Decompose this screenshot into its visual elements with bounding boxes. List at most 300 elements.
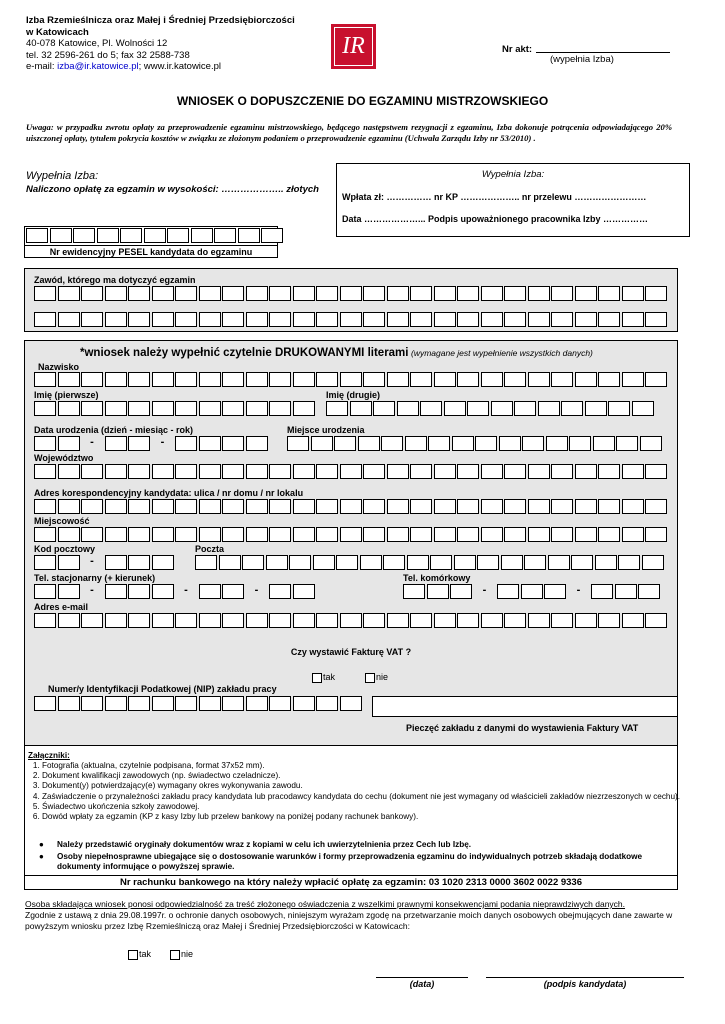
input-cell[interactable] xyxy=(575,286,597,301)
input-cell[interactable] xyxy=(293,464,315,479)
input-cell[interactable] xyxy=(316,527,338,542)
input-cell[interactable] xyxy=(128,613,150,628)
input-cell[interactable] xyxy=(638,584,660,599)
birth-place-cells[interactable] xyxy=(287,436,663,451)
input-cell[interactable] xyxy=(645,464,667,479)
input-cell[interactable] xyxy=(551,527,573,542)
fee-text[interactable]: Naliczono opłatę za egzamin w wysokości: ……………….. złotych xyxy=(26,184,319,195)
input-cell[interactable] xyxy=(561,401,583,416)
input-cell[interactable] xyxy=(175,613,197,628)
input-cell[interactable] xyxy=(618,555,640,570)
input-cell[interactable] xyxy=(34,372,56,387)
input-cell[interactable] xyxy=(81,286,103,301)
input-cell[interactable] xyxy=(575,372,597,387)
input-cell[interactable] xyxy=(571,555,593,570)
input-cell[interactable] xyxy=(340,613,362,628)
input-cell[interactable] xyxy=(457,286,479,301)
input-cell[interactable] xyxy=(289,555,311,570)
input-cell[interactable] xyxy=(340,312,362,327)
input-cell[interactable] xyxy=(544,584,566,599)
input-cell[interactable] xyxy=(269,312,291,327)
input-cell[interactable] xyxy=(269,401,291,416)
input-cell[interactable] xyxy=(640,436,662,451)
profession-row-2[interactable] xyxy=(34,312,669,327)
input-cell[interactable] xyxy=(50,228,72,243)
input-cell[interactable] xyxy=(222,696,244,711)
input-cell[interactable] xyxy=(199,613,221,628)
input-cell[interactable] xyxy=(363,312,385,327)
input-cell[interactable] xyxy=(481,464,503,479)
input-cell[interactable] xyxy=(293,312,315,327)
input-cell[interactable] xyxy=(199,312,221,327)
input-cell[interactable] xyxy=(350,401,372,416)
input-cell[interactable] xyxy=(222,401,244,416)
input-cell[interactable] xyxy=(105,584,127,599)
consent-yes[interactable] xyxy=(128,949,151,960)
email-link[interactable]: izba@ir.katowice.pl xyxy=(57,61,139,72)
input-cell[interactable] xyxy=(622,527,644,542)
input-cell[interactable] xyxy=(128,286,150,301)
input-cell[interactable] xyxy=(81,464,103,479)
input-cell[interactable] xyxy=(144,228,166,243)
input-cell[interactable] xyxy=(528,464,550,479)
input-cell[interactable] xyxy=(269,464,291,479)
voivodeship-cells[interactable] xyxy=(34,464,669,479)
input-cell[interactable] xyxy=(407,555,429,570)
input-cell[interactable] xyxy=(246,372,268,387)
input-cell[interactable] xyxy=(246,527,268,542)
input-cell[interactable] xyxy=(387,613,409,628)
input-cell[interactable] xyxy=(645,499,667,514)
input-cell[interactable] xyxy=(548,555,570,570)
input-cell[interactable] xyxy=(340,464,362,479)
input-cell[interactable] xyxy=(128,499,150,514)
input-cell[interactable] xyxy=(360,555,382,570)
input-cell[interactable] xyxy=(34,464,56,479)
input-cell[interactable] xyxy=(595,555,617,570)
input-cell[interactable] xyxy=(238,228,260,243)
input-cell[interactable] xyxy=(551,464,573,479)
input-cell[interactable] xyxy=(491,401,513,416)
input-cell[interactable] xyxy=(598,499,620,514)
input-cell[interactable] xyxy=(481,372,503,387)
input-cell[interactable] xyxy=(199,464,221,479)
first-name-cells[interactable] xyxy=(34,401,316,416)
input-cell[interactable] xyxy=(387,499,409,514)
date-line[interactable] xyxy=(376,977,468,978)
input-cell[interactable] xyxy=(26,228,48,243)
input-cell[interactable] xyxy=(105,286,127,301)
input-cell[interactable] xyxy=(105,499,127,514)
input-cell[interactable] xyxy=(269,613,291,628)
input-cell[interactable] xyxy=(622,464,644,479)
input-cell[interactable] xyxy=(199,499,221,514)
input-cell[interactable] xyxy=(521,584,543,599)
input-cell[interactable] xyxy=(58,436,80,451)
input-cell[interactable] xyxy=(481,286,503,301)
input-cell[interactable] xyxy=(387,464,409,479)
landline-cells[interactable] xyxy=(34,584,316,599)
input-cell[interactable] xyxy=(504,499,526,514)
input-cell[interactable] xyxy=(246,464,268,479)
input-cell[interactable] xyxy=(434,372,456,387)
vat-no[interactable] xyxy=(365,672,388,683)
input-cell[interactable] xyxy=(81,312,103,327)
input-cell[interactable] xyxy=(598,286,620,301)
input-cell[interactable] xyxy=(152,584,174,599)
input-cell[interactable] xyxy=(175,312,197,327)
input-cell[interactable] xyxy=(457,527,479,542)
input-cell[interactable] xyxy=(287,436,309,451)
input-cell[interactable] xyxy=(457,312,479,327)
input-cell[interactable] xyxy=(58,312,80,327)
input-cell[interactable] xyxy=(152,555,174,570)
input-cell[interactable] xyxy=(454,555,476,570)
input-cell[interactable] xyxy=(546,436,568,451)
input-cell[interactable] xyxy=(73,228,95,243)
input-cell[interactable] xyxy=(58,613,80,628)
input-cell[interactable] xyxy=(575,527,597,542)
input-cell[interactable] xyxy=(152,312,174,327)
input-cell[interactable] xyxy=(199,527,221,542)
input-cell[interactable] xyxy=(58,372,80,387)
input-cell[interactable] xyxy=(269,372,291,387)
input-cell[interactable] xyxy=(191,228,213,243)
office-date-line[interactable]: Data ………………... Podpis upoważnionego pracownika Izby …………… xyxy=(342,214,649,224)
input-cell[interactable] xyxy=(363,527,385,542)
input-cell[interactable] xyxy=(434,464,456,479)
input-cell[interactable] xyxy=(34,312,56,327)
input-cell[interactable] xyxy=(457,464,479,479)
input-cell[interactable] xyxy=(598,312,620,327)
input-cell[interactable] xyxy=(58,401,80,416)
input-cell[interactable] xyxy=(269,527,291,542)
input-cell[interactable] xyxy=(598,613,620,628)
input-cell[interactable] xyxy=(81,401,103,416)
input-cell[interactable] xyxy=(410,464,432,479)
input-cell[interactable] xyxy=(363,464,385,479)
input-cell[interactable] xyxy=(105,312,127,327)
input-cell[interactable] xyxy=(340,372,362,387)
input-cell[interactable] xyxy=(410,499,432,514)
input-cell[interactable] xyxy=(551,499,573,514)
input-cell[interactable] xyxy=(152,372,174,387)
input-cell[interactable] xyxy=(334,436,356,451)
input-cell[interactable] xyxy=(152,527,174,542)
input-cell[interactable] xyxy=(645,613,667,628)
input-cell[interactable] xyxy=(363,372,385,387)
input-cell[interactable] xyxy=(175,499,197,514)
input-cell[interactable] xyxy=(58,696,80,711)
input-cell[interactable] xyxy=(585,401,607,416)
input-cell[interactable] xyxy=(246,312,268,327)
input-cell[interactable] xyxy=(105,696,127,711)
input-cell[interactable] xyxy=(58,584,80,599)
input-cell[interactable] xyxy=(430,555,452,570)
input-cell[interactable] xyxy=(81,527,103,542)
address-cells[interactable] xyxy=(34,499,669,514)
input-cell[interactable] xyxy=(58,286,80,301)
input-cell[interactable] xyxy=(269,584,291,599)
vat-no-checkbox[interactable] xyxy=(365,673,375,683)
input-cell[interactable] xyxy=(340,696,362,711)
input-cell[interactable] xyxy=(428,436,450,451)
input-cell[interactable] xyxy=(551,613,573,628)
input-cell[interactable] xyxy=(175,696,197,711)
input-cell[interactable] xyxy=(81,696,103,711)
input-cell[interactable] xyxy=(598,527,620,542)
input-cell[interactable] xyxy=(293,499,315,514)
pesel-cells[interactable] xyxy=(26,228,285,243)
input-cell[interactable] xyxy=(58,527,80,542)
input-cell[interactable] xyxy=(504,613,526,628)
input-cell[interactable] xyxy=(34,401,56,416)
input-cell[interactable] xyxy=(105,436,127,451)
input-cell[interactable] xyxy=(222,499,244,514)
input-cell[interactable] xyxy=(316,613,338,628)
input-cell[interactable] xyxy=(410,312,432,327)
input-cell[interactable] xyxy=(128,696,150,711)
input-cell[interactable] xyxy=(269,286,291,301)
input-cell[interactable] xyxy=(222,436,244,451)
input-cell[interactable] xyxy=(501,555,523,570)
input-cell[interactable] xyxy=(222,312,244,327)
input-cell[interactable] xyxy=(457,372,479,387)
input-cell[interactable] xyxy=(477,555,499,570)
input-cell[interactable] xyxy=(246,613,268,628)
input-cell[interactable] xyxy=(615,584,637,599)
input-cell[interactable] xyxy=(373,401,395,416)
input-cell[interactable] xyxy=(152,696,174,711)
input-cell[interactable] xyxy=(167,228,189,243)
input-cell[interactable] xyxy=(128,312,150,327)
input-cell[interactable] xyxy=(481,613,503,628)
input-cell[interactable] xyxy=(175,464,197,479)
input-cell[interactable] xyxy=(575,312,597,327)
vat-yes-checkbox[interactable] xyxy=(312,673,322,683)
input-cell[interactable] xyxy=(598,372,620,387)
input-cell[interactable] xyxy=(504,286,526,301)
input-cell[interactable] xyxy=(522,436,544,451)
input-cell[interactable] xyxy=(608,401,630,416)
input-cell[interactable] xyxy=(524,555,546,570)
input-cell[interactable] xyxy=(199,436,221,451)
input-cell[interactable] xyxy=(434,286,456,301)
input-cell[interactable] xyxy=(316,499,338,514)
input-cell[interactable] xyxy=(457,499,479,514)
input-cell[interactable] xyxy=(293,613,315,628)
input-cell[interactable] xyxy=(175,527,197,542)
input-cell[interactable] xyxy=(81,372,103,387)
input-cell[interactable] xyxy=(336,555,358,570)
input-cell[interactable] xyxy=(199,696,221,711)
input-cell[interactable] xyxy=(128,555,150,570)
input-cell[interactable] xyxy=(246,696,268,711)
input-cell[interactable] xyxy=(551,372,573,387)
input-cell[interactable] xyxy=(504,312,526,327)
input-cell[interactable] xyxy=(528,312,550,327)
input-cell[interactable] xyxy=(410,527,432,542)
input-cell[interactable] xyxy=(34,527,56,542)
input-cell[interactable] xyxy=(452,436,474,451)
input-cell[interactable] xyxy=(293,286,315,301)
input-cell[interactable] xyxy=(293,527,315,542)
input-cell[interactable] xyxy=(128,372,150,387)
input-cell[interactable] xyxy=(504,527,526,542)
input-cell[interactable] xyxy=(316,696,338,711)
input-cell[interactable] xyxy=(199,372,221,387)
office-payment-line[interactable]: Wpłata zł: …………… nr KP ……………….. nr przelewu …………………… xyxy=(342,192,647,202)
input-cell[interactable] xyxy=(222,584,244,599)
post-office-cells[interactable] xyxy=(195,555,665,570)
input-cell[interactable] xyxy=(152,286,174,301)
input-cell[interactable] xyxy=(313,555,335,570)
second-name-cells[interactable] xyxy=(326,401,655,416)
input-cell[interactable] xyxy=(266,555,288,570)
signature-line[interactable] xyxy=(486,977,684,978)
input-cell[interactable] xyxy=(128,401,150,416)
input-cell[interactable] xyxy=(622,499,644,514)
input-cell[interactable] xyxy=(622,372,644,387)
input-cell[interactable] xyxy=(622,286,644,301)
input-cell[interactable] xyxy=(642,555,664,570)
consent-yes-checkbox[interactable] xyxy=(128,950,138,960)
input-cell[interactable] xyxy=(387,312,409,327)
consent-no-checkbox[interactable] xyxy=(170,950,180,960)
input-cell[interactable] xyxy=(58,555,80,570)
input-cell[interactable] xyxy=(316,464,338,479)
input-cell[interactable] xyxy=(481,527,503,542)
input-cell[interactable] xyxy=(340,286,362,301)
surname-cells[interactable] xyxy=(34,372,669,387)
input-cell[interactable] xyxy=(504,372,526,387)
input-cell[interactable] xyxy=(316,372,338,387)
birth-date-cells[interactable] xyxy=(34,436,269,451)
input-cell[interactable] xyxy=(340,499,362,514)
input-cell[interactable] xyxy=(261,228,283,243)
input-cell[interactable] xyxy=(410,286,432,301)
input-cell[interactable] xyxy=(199,584,221,599)
input-cell[interactable] xyxy=(195,555,217,570)
input-cell[interactable] xyxy=(358,436,380,451)
input-cell[interactable] xyxy=(481,312,503,327)
email-cells[interactable] xyxy=(34,613,669,628)
input-cell[interactable] xyxy=(246,499,268,514)
input-cell[interactable] xyxy=(293,696,315,711)
input-cell[interactable] xyxy=(175,372,197,387)
input-cell[interactable] xyxy=(591,584,613,599)
nip-cells[interactable] xyxy=(34,696,363,711)
input-cell[interactable] xyxy=(475,436,497,451)
input-cell[interactable] xyxy=(575,499,597,514)
input-cell[interactable] xyxy=(58,464,80,479)
consent-no[interactable] xyxy=(170,949,193,960)
input-cell[interactable] xyxy=(222,527,244,542)
input-cell[interactable] xyxy=(246,401,268,416)
input-cell[interactable] xyxy=(128,436,150,451)
input-cell[interactable] xyxy=(405,436,427,451)
input-cell[interactable] xyxy=(434,312,456,327)
input-cell[interactable] xyxy=(528,527,550,542)
input-cell[interactable] xyxy=(293,372,315,387)
input-cell[interactable] xyxy=(199,401,221,416)
input-cell[interactable] xyxy=(175,436,197,451)
input-cell[interactable] xyxy=(397,401,419,416)
input-cell[interactable] xyxy=(152,613,174,628)
mobile-cells[interactable] xyxy=(403,584,662,599)
input-cell[interactable] xyxy=(311,436,333,451)
input-cell[interactable] xyxy=(214,228,236,243)
postal-code-cells[interactable] xyxy=(34,555,175,570)
input-cell[interactable] xyxy=(105,401,127,416)
input-cell[interactable] xyxy=(497,584,519,599)
input-cell[interactable] xyxy=(622,312,644,327)
input-cell[interactable] xyxy=(514,401,536,416)
input-cell[interactable] xyxy=(420,401,442,416)
input-cell[interactable] xyxy=(434,527,456,542)
profession-row-1[interactable] xyxy=(34,286,669,301)
input-cell[interactable] xyxy=(175,401,197,416)
input-cell[interactable] xyxy=(34,436,56,451)
input-cell[interactable] xyxy=(269,696,291,711)
input-cell[interactable] xyxy=(175,286,197,301)
nr-akt-field[interactable] xyxy=(536,52,670,53)
input-cell[interactable] xyxy=(81,499,103,514)
input-cell[interactable] xyxy=(632,401,654,416)
input-cell[interactable] xyxy=(246,286,268,301)
input-cell[interactable] xyxy=(504,464,526,479)
input-cell[interactable] xyxy=(340,527,362,542)
input-cell[interactable] xyxy=(34,584,56,599)
input-cell[interactable] xyxy=(58,499,80,514)
input-cell[interactable] xyxy=(551,286,573,301)
input-cell[interactable] xyxy=(316,286,338,301)
input-cell[interactable] xyxy=(645,527,667,542)
input-cell[interactable] xyxy=(598,464,620,479)
input-cell[interactable] xyxy=(528,372,550,387)
input-cell[interactable] xyxy=(528,499,550,514)
input-cell[interactable] xyxy=(97,228,119,243)
input-cell[interactable] xyxy=(222,613,244,628)
input-cell[interactable] xyxy=(34,499,56,514)
input-cell[interactable] xyxy=(434,613,456,628)
input-cell[interactable] xyxy=(105,527,127,542)
vat-yes[interactable] xyxy=(312,672,335,683)
input-cell[interactable] xyxy=(593,436,615,451)
city-cells[interactable] xyxy=(34,527,669,542)
input-cell[interactable] xyxy=(199,286,221,301)
input-cell[interactable] xyxy=(363,613,385,628)
input-cell[interactable] xyxy=(645,286,667,301)
stamp-field[interactable] xyxy=(372,696,677,717)
input-cell[interactable] xyxy=(269,499,291,514)
input-cell[interactable] xyxy=(434,499,456,514)
input-cell[interactable] xyxy=(645,372,667,387)
input-cell[interactable] xyxy=(326,401,348,416)
input-cell[interactable] xyxy=(538,401,560,416)
input-cell[interactable] xyxy=(427,584,449,599)
input-cell[interactable] xyxy=(499,436,521,451)
input-cell[interactable] xyxy=(528,613,550,628)
input-cell[interactable] xyxy=(363,286,385,301)
input-cell[interactable] xyxy=(444,401,466,416)
input-cell[interactable] xyxy=(293,401,315,416)
input-cell[interactable] xyxy=(34,613,56,628)
input-cell[interactable] xyxy=(152,464,174,479)
input-cell[interactable] xyxy=(481,499,503,514)
input-cell[interactable] xyxy=(381,436,403,451)
input-cell[interactable] xyxy=(242,555,264,570)
